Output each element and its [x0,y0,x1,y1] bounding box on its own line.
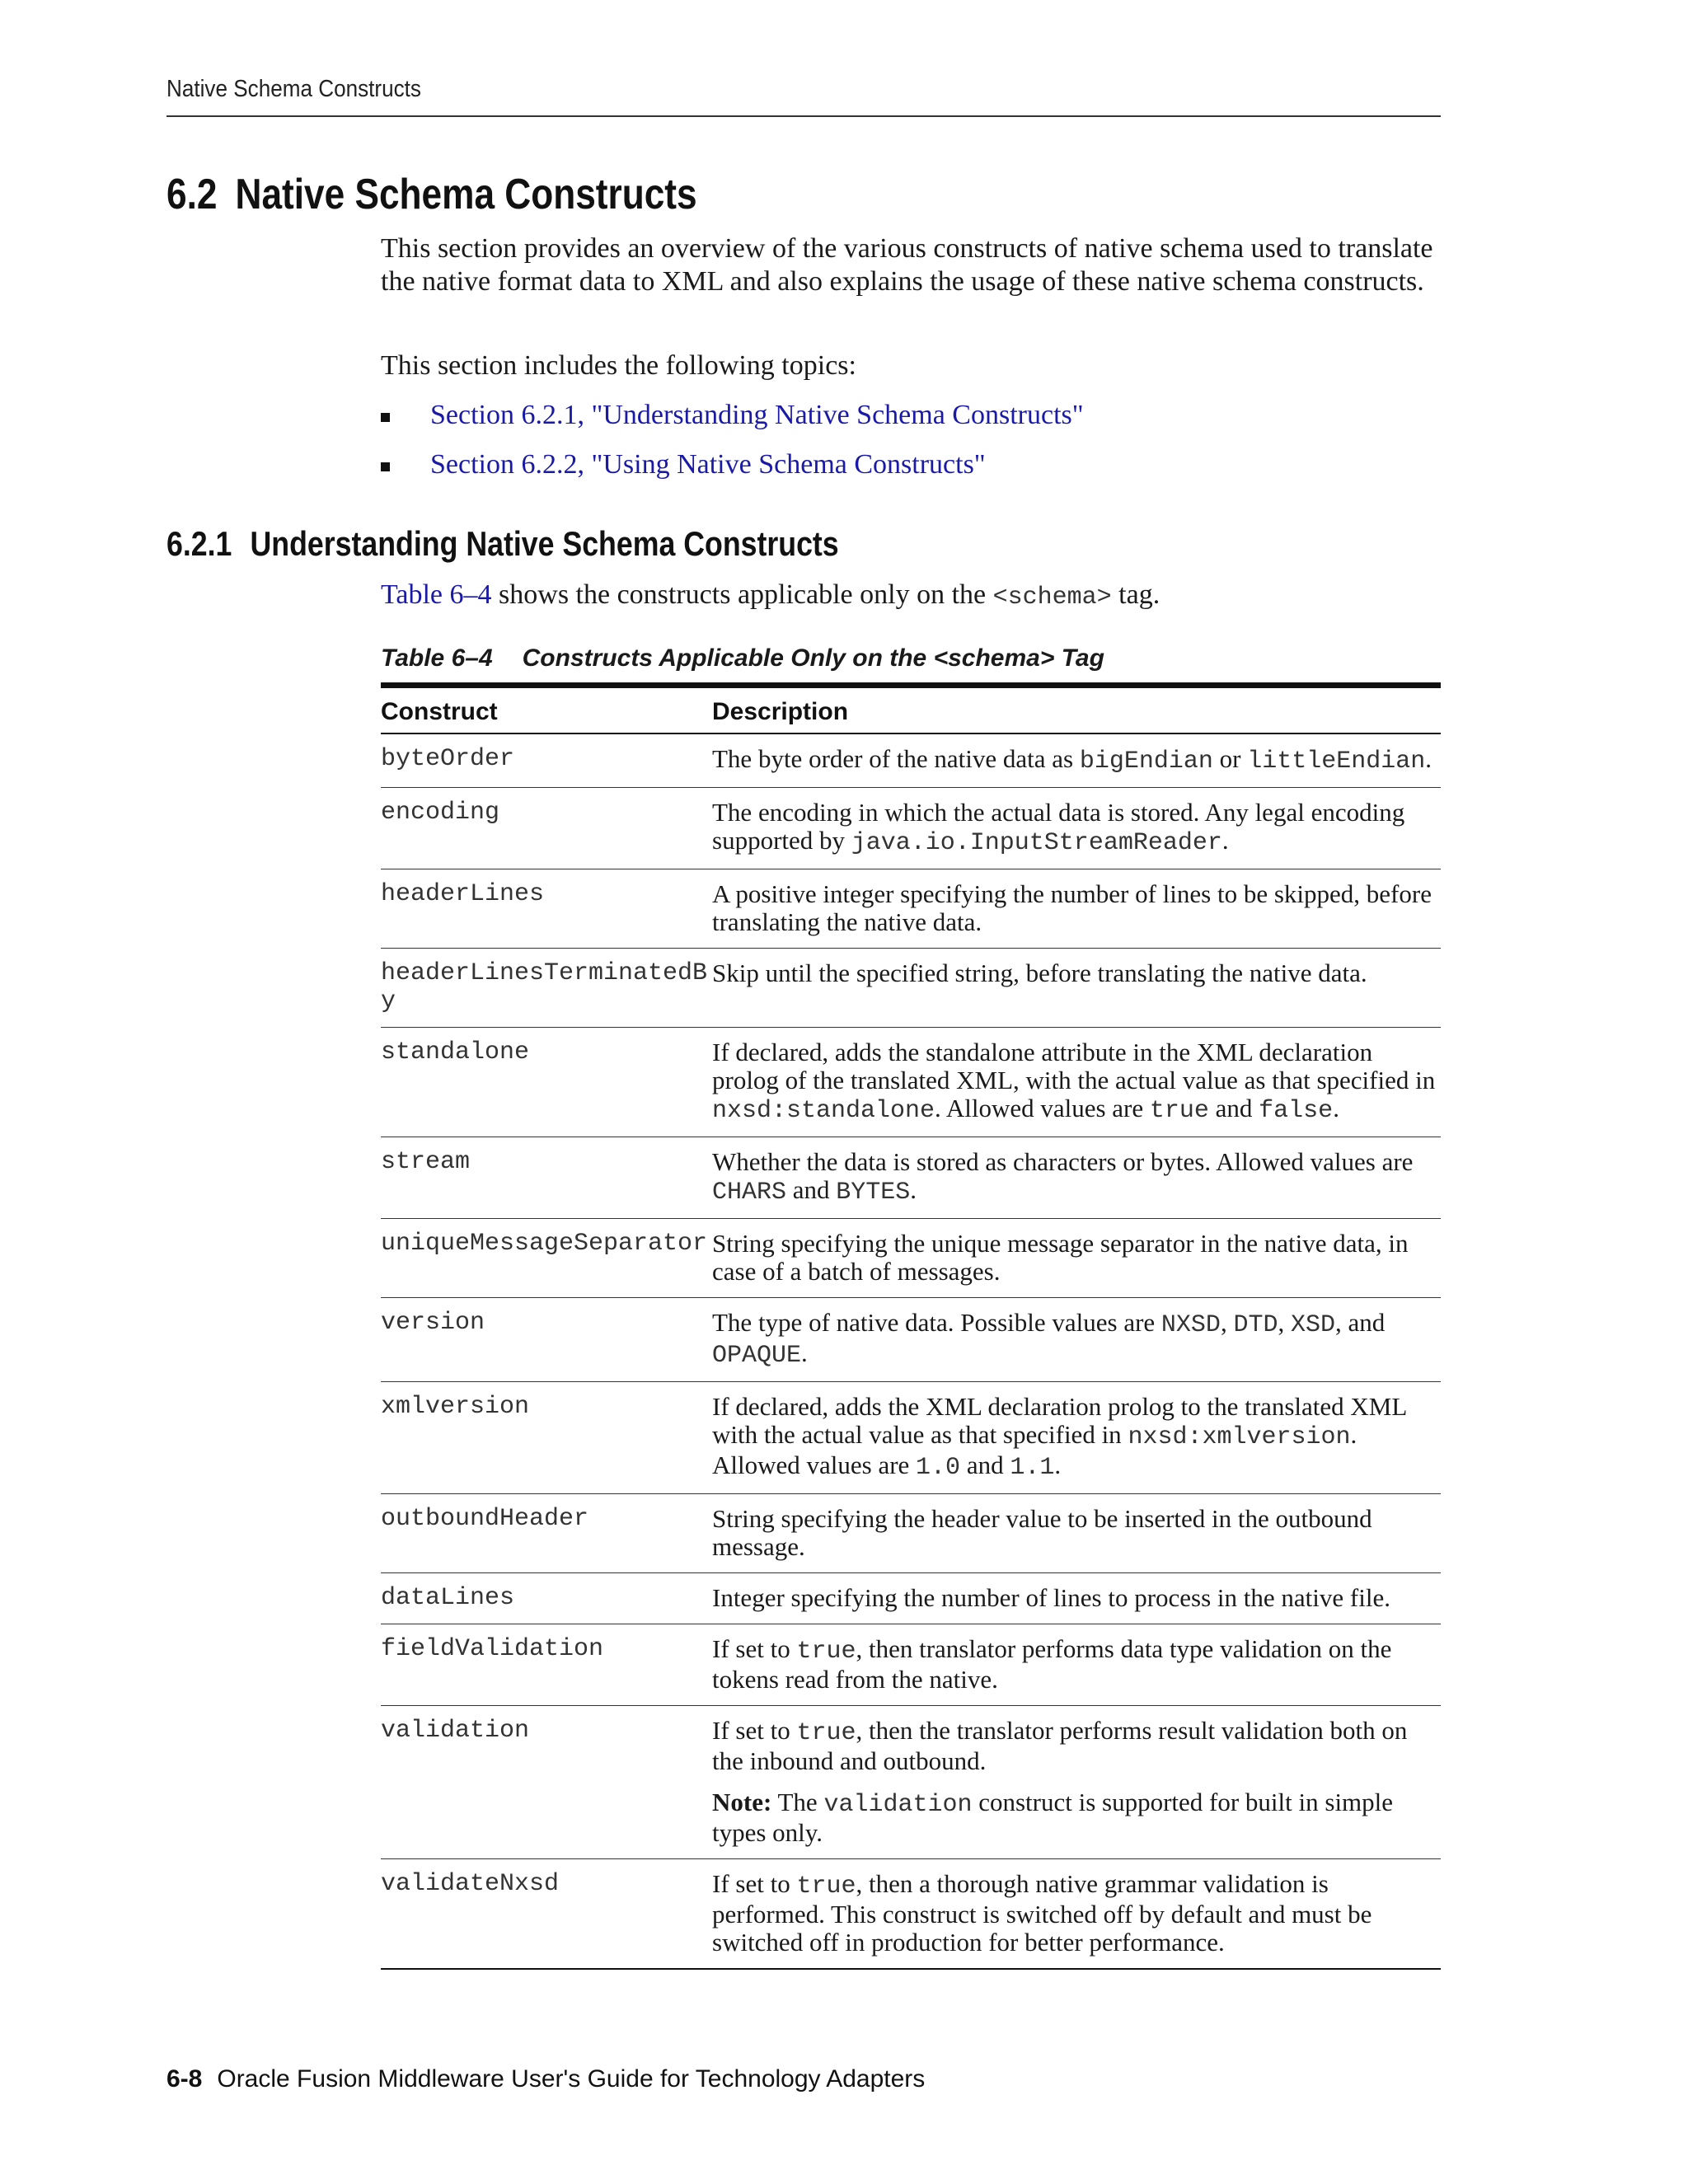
table-row [381,949,1441,1028]
header-rule [166,115,1441,117]
description-text: . [1054,1451,1062,1479]
description-cell [712,788,1441,869]
construct-cell: fieldValidation [381,1624,712,1706]
table-row [381,1137,1441,1219]
description-cell [712,869,1441,949]
description-text: and [960,1451,1010,1479]
description-text: If declared, adds the XML declaration prolog to the translated XML with the actual value as that specified in [712,1392,1407,1449]
description-text: , and [1334,1308,1386,1337]
column-header-description: Description [712,686,1441,734]
description-cell [712,1706,1441,1859]
section-heading [166,170,697,219]
construct-cell: headerLines [381,869,712,949]
description-text: Integer specifying the number of lines to process in the native file. [712,1583,1390,1612]
description-text: , [1220,1308,1234,1337]
construct-cell: encoding [381,788,712,869]
description-text: . [1333,1094,1339,1122]
description-cell [712,1137,1441,1219]
inline-code: validation [823,1791,973,1819]
bullet-icon [381,413,390,422]
description-text: , [1278,1308,1291,1337]
description-cell [712,1382,1441,1494]
construct-cell: version [381,1298,712,1382]
note-label: Note: [712,1788,772,1816]
description-paragraph [712,745,1441,776]
description-text: If set to [712,1716,797,1745]
description-cell [712,1298,1441,1382]
description-text: Whether the data is stored as characters or bytes. Allowed values are [712,1147,1414,1176]
constructs-table [381,682,1441,1970]
description-text: , then translator performs data type validation on the tokens read from the native. [712,1634,1392,1694]
section-intro: This section provides an overview of the various constructs of native schema used to translate the native format data to XML and also explains the usage of these native schema constructs. [381,233,1433,297]
description-text: The type of native data. Possible values are [712,1308,1161,1337]
description-text: . [1425,744,1432,773]
description-text: or [1212,744,1248,773]
inline-code: 1.1 [1010,1454,1055,1482]
table-row [381,788,1441,869]
description-paragraph [712,1870,1441,1957]
table-row [381,869,1441,949]
description-text: construct is supported for built in simple types only. [712,1788,1394,1847]
description-text: String specifying the unique message separator in the native data, in case of a batch of messages. [712,1229,1409,1286]
description-cell [712,1028,1441,1137]
description-paragraph [712,1038,1441,1125]
lead-text-2: tag. [1111,579,1160,610]
inline-code: bigEndian [1079,748,1213,776]
inline-code: nxsd:xmlversion [1128,1423,1351,1451]
inline-code: CHARS [712,1179,787,1207]
table-row [381,1219,1441,1298]
construct-cell: headerLinesTerminatedBy [381,949,712,1028]
table-caption-title: Constructs Applicable Only on the <schema> Tag [522,644,1104,672]
note-paragraph [712,1788,1441,1847]
description-paragraph [712,1584,1441,1612]
inline-code: NXSD [1160,1311,1221,1339]
description-paragraph [712,959,1441,987]
table-caption [381,644,1104,673]
table-row [381,1624,1441,1706]
description-cell [712,1859,1441,1970]
inline-code: java.io.InputStreamReader [851,829,1222,857]
column-header-construct: Construct [381,686,712,734]
table-row [381,1382,1441,1494]
table-caption-number: Table 6–4 [381,644,493,672]
inline-code: OPAQUE [712,1342,802,1370]
lead-text-1: shows the constructs applicable only on the [491,579,993,610]
description-text: String specifying the header value to be inserted in the outbound message. [712,1504,1372,1561]
description-paragraph [712,880,1441,936]
description-text: . [801,1338,808,1367]
subsection-lead [381,579,1444,614]
inline-code: nxsd:standalone [712,1097,935,1125]
description-cell [712,1494,1441,1573]
topic-link-6-2-2[interactable]: Section 6.2.2, "Using Native Schema Constructs" [430,449,986,480]
description-cell [712,1624,1441,1706]
construct-cell: dataLines [381,1573,712,1624]
inline-code: DTD [1233,1311,1278,1339]
description-text: The byte order of the native data as [712,744,1080,773]
lead-code: <schema> [992,583,1112,612]
construct-cell: uniqueMessageSeparator [381,1219,712,1298]
description-text: . Allowed values are [712,1420,1357,1479]
description-text: If set to [712,1869,797,1898]
table-link[interactable]: Table 6–4 [381,579,492,610]
page-number: 6-8 [166,2065,203,2093]
description-text: . Allowed values are [935,1094,1150,1122]
inline-code: true [796,1872,856,1900]
description-text: If set to [712,1634,797,1663]
description-paragraph [712,1148,1441,1207]
description-paragraph [712,1309,1441,1370]
description-text: The [771,1788,824,1816]
description-text: . [910,1175,917,1204]
description-paragraph [712,1230,1441,1286]
table-row [381,1298,1441,1382]
description-paragraph [712,1393,1441,1482]
construct-cell: outboundHeader [381,1494,712,1573]
running-header: Native Schema Constructs [166,76,421,102]
table-row [381,1494,1441,1573]
inline-code: 1.0 [916,1454,961,1482]
table-row [381,1706,1441,1859]
subsection-heading [166,524,839,564]
inline-code: XSD [1290,1311,1335,1339]
construct-cell: validation [381,1706,712,1859]
inline-code: littleEndian [1247,748,1426,776]
section-title: Native Schema Constructs [235,171,697,218]
bullet-icon [381,462,390,471]
description-text: , then a thorough native grammar validation is performed. This construct is switched off by default and must be switched off in production for better performance. [712,1869,1372,1957]
subsection-number: 6.2.1 [166,524,232,563]
table-row [381,733,1441,788]
construct-cell: standalone [381,1028,712,1137]
description-text: , then the translator performs result validation both on the inbound and outbound. [712,1716,1408,1775]
table-row [381,1573,1441,1624]
inline-code: false [1259,1097,1334,1125]
subsection-title: Understanding Native Schema Constructs [250,524,839,563]
description-text: A positive integer specifying the number of lines to be skipped, before translating the native data. [712,879,1432,936]
topics-intro: This section includes the following topics: [381,350,856,381]
inline-code: true [796,1638,856,1666]
construct-cell: stream [381,1137,712,1219]
description-paragraph [712,1717,1441,1775]
description-paragraph [712,799,1441,857]
description-cell [712,1573,1441,1624]
section-number: 6.2 [166,171,218,218]
table-body [381,733,1441,1969]
construct-cell: byteOrder [381,733,712,788]
description-text: Skip until the specified string, before translating the native data. [712,958,1367,987]
description-paragraph [712,1505,1441,1561]
book-title: Oracle Fusion Middleware User's Guide for Technology Adapters [217,2065,926,2093]
description-text: and [1208,1094,1259,1122]
page-footer [166,2065,925,2093]
table-row [381,1859,1441,1970]
description-text: and [786,1175,837,1204]
table-header-row [381,686,1441,734]
inline-code: true [1149,1097,1209,1125]
description-paragraph [712,1635,1441,1694]
constructs-table-wrap [381,682,1441,1970]
description-cell [712,733,1441,788]
description-text: . [1221,826,1229,855]
table-row [381,1028,1441,1137]
description-text: If declared, adds the standalone attribute in the XML declaration prolog of the translated XML, with the actual value as that specified in [712,1038,1436,1094]
topic-link-6-2-1[interactable]: Section 6.2.1, "Understanding Native Schema Constructs" [430,400,1084,430]
description-text: The encoding in which the actual data is stored. Any legal encoding supported by [712,798,1405,855]
construct-cell: validateNxsd [381,1859,712,1970]
construct-cell: xmlversion [381,1382,712,1494]
description-cell [712,1219,1441,1298]
inline-code: true [796,1719,856,1747]
description-cell [712,949,1441,1028]
inline-code: BYTES [836,1179,911,1207]
